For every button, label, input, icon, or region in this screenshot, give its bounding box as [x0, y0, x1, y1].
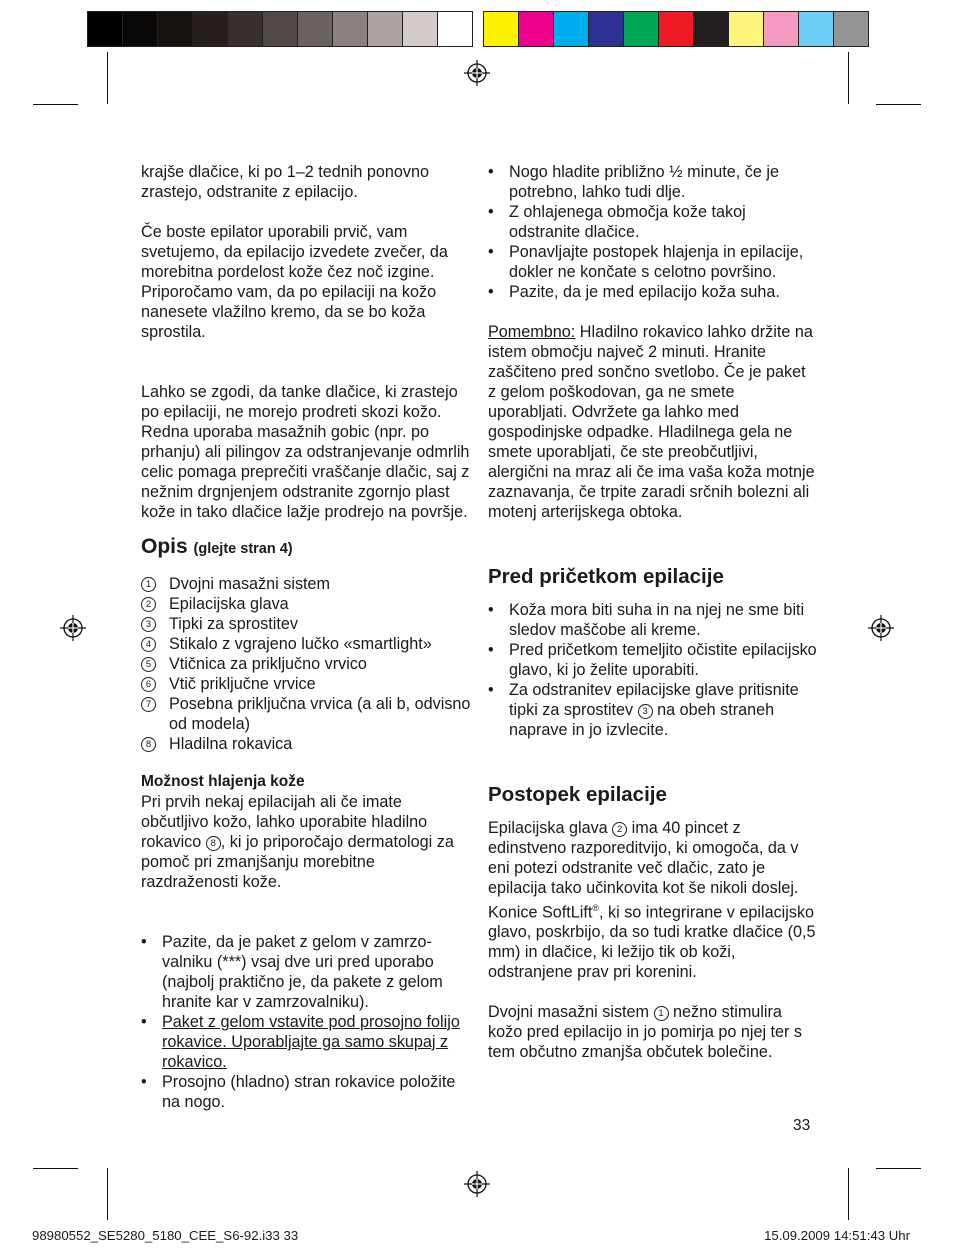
part-label: Vtič priključne vrvice: [169, 675, 316, 693]
part-number-badge: 4: [141, 637, 156, 652]
color-swatch: [834, 11, 869, 47]
section-heading-before: Pred pričetkom epilacije: [488, 565, 724, 588]
part-list-item: [141, 694, 471, 734]
gray-swatch: [158, 11, 193, 47]
crop-mark: [848, 52, 849, 104]
list-item: • Koža mora biti suha in na njej ne sme biti sledov maščobe ali kreme.: [488, 600, 818, 640]
paragraph: Epilacijska glava 2 ima 40 pincet z edinstveno razporeditvijo, ki omogoča, da v eni potezi odstranite več dlačic, zato je epilacija tako učinkovita kot še nikoli doslej. Konice SoftLift®, ki so integrirane v epilacijsko glavo, poskrbijo, da so tudi kratke dlačice (0,5 mm) in dlačice, ki ležijo tik ob koži, odstranjene prav pri korenini.: [488, 819, 816, 982]
color-calibration-bar: [483, 11, 869, 47]
part-label: Posebna priključna vrvica (a ali b, odvisno od modela): [169, 695, 471, 733]
paragraph: Lahko se zgodi, da tanke dlačice, ki zrastejo po epilaciji, ne morejo prodreti skozi kožo. Redna uporaba masažnih gobic (npr. po prhanju) ali pilingov za odstranjevanje odmrlih celic pomaga preprečiti vraščanje dlačic, saj z nežnim drgnjenjem odstranite zgornjo plast kože in tako dlačice lažje prodrejo na površje.: [141, 383, 470, 521]
part-list-item: [141, 654, 471, 674]
gray-swatch: [123, 11, 158, 47]
list-item: • Za odstranitev epilacijske glave pritisnite tipki za sprostitev 3 na obeh straneh naprave in jo izvlecite.: [488, 680, 818, 740]
before-list: [488, 600, 818, 740]
crop-mark: [107, 52, 108, 104]
registration-mark-icon: [464, 1171, 490, 1197]
section-heading-opis: [141, 534, 471, 562]
gray-swatch: [298, 11, 333, 47]
important-label: Pomembno:: [488, 323, 576, 341]
color-swatch: [589, 11, 624, 47]
section-heading-procedure: Postopek epilacije: [488, 783, 667, 806]
paragraph: Če boste epilator uporabili prvič, vam svetujemo, da epilacijo izvedete zvečer, da morebitna pordelost kože čez noč izgine. Priporočamo vam, da po epilaciji na kožo nanesete vlažilno kremo, da se bo koža sprostila.: [141, 223, 448, 341]
page-number: 33: [793, 1117, 811, 1134]
gray-calibration-bar: [87, 11, 473, 47]
footer-file-info: 98980552_SE5280_5180_CEE_S6-92.i33 33: [32, 1228, 299, 1243]
paragraph: Dvojni masažni sistem 1 nežno stimulira kožo pred epilacijo in jo pomirja po njej ter s tem občutno zmanjša občutek bolečine.: [488, 1003, 803, 1062]
part-label: Vtičnica za priključno vrvico: [169, 655, 367, 673]
registration-mark-icon: [868, 615, 894, 641]
part-label: Dvojni masažni sistem: [169, 575, 331, 593]
part-number-badge: 8: [141, 737, 156, 752]
heading-text: Opis: [141, 535, 188, 558]
part-list-item: [141, 634, 471, 654]
registration-mark-icon: [60, 615, 86, 641]
list-item: • Ponavljajte postopek hlajenja in epilacije, dokler ne končate s celotno površino.: [488, 242, 818, 282]
crop-mark: [107, 1168, 108, 1220]
left-column: [141, 162, 471, 1112]
part-list-item: [141, 574, 471, 594]
part-label: Hladilna rokavica: [169, 735, 293, 753]
part-number-badge: 2: [612, 822, 627, 837]
part-number-badge: 3: [638, 704, 653, 719]
gray-swatch: [438, 11, 473, 47]
part-list-item: [141, 594, 471, 614]
part-number-badge: 1: [141, 577, 156, 592]
paragraph: krajše dlačice, ki po 1–2 tednih ponovno zrastejo, odstranite z epilacijo.: [141, 163, 429, 201]
cooling-bullet-list: [141, 932, 471, 1112]
list-item: • Pazite, da je paket z gelom v zamrzo-valniku (***) vsaj dve uri pred uporabo (najbolj praktično je, da pakete z gelom hranite kar v zamrzovalniku).: [141, 932, 471, 1012]
list-item: • Z ohlajenega območja kože takoj odstranite dlačice.: [488, 202, 818, 242]
color-swatch: [659, 11, 694, 47]
part-number-badge: 5: [141, 657, 156, 672]
gray-swatch: [403, 11, 438, 47]
color-swatch: [729, 11, 764, 47]
color-swatch: [764, 11, 799, 47]
part-list-item: [141, 614, 471, 634]
gray-swatch: [87, 11, 123, 47]
part-number-badge: 1: [654, 1006, 669, 1021]
footer-timestamp: 15.09.2009 14:51:43 Uhr: [764, 1228, 910, 1243]
color-swatch: [799, 11, 834, 47]
crop-mark: [876, 1168, 921, 1169]
color-swatch: [483, 11, 519, 47]
list-item: • Paket z gelom vstavite pod prosojno folijo rokavice. Uporabljajte ga samo skupaj z rokavico.: [141, 1012, 471, 1072]
part-label: Stikalo z vgrajeno lučko «smartlight»: [169, 635, 432, 653]
part-number-badge: 6: [141, 677, 156, 692]
part-number-badge: 3: [141, 617, 156, 632]
crop-mark: [33, 104, 78, 105]
parts-list: [141, 574, 471, 754]
color-swatch: [554, 11, 589, 47]
crop-mark: [848, 1168, 849, 1220]
part-number-badge: 2: [141, 597, 156, 612]
list-item: • Pred pričetkom temeljito očistite epilacijsko glavo, ki jo želite uporabiti.: [488, 640, 818, 680]
important-note: Pomembno: Hladilno rokavico lahko držite na istem območju največ 2 minuti. Hranite zaščiteno pred sončno svetlobo. Če je paket z gelom poškodovan, ga ne smete uporabljati. Odvržete ga lahko med gospodinjske odpadke. Hladilnega gela ne smete uporabljati, če ste preobčutljivi, alergični na mraz ali če ima vaša koža motnje zaznavanja, če trpite zaradi srčnih bolezni ali motenj arterijskega obtoka.: [488, 323, 815, 521]
gray-swatch: [368, 11, 403, 47]
registration-mark-icon: [464, 60, 490, 86]
color-swatch: [694, 11, 729, 47]
part-list-item: [141, 674, 471, 694]
crop-mark: [33, 1168, 78, 1169]
color-swatch: [519, 11, 554, 47]
subheading-cooling: Možnost hlajenja kože: [141, 773, 305, 790]
paragraph: Pri prvih nekaj epilacijah ali če imate občutljivo kožo, lahko uporabite hladilno rokavico 8 , ki jo priporočajo dermatologi za pomoč pri zmanjšanju morebitne razdraženosti kože.: [141, 793, 454, 891]
color-swatch: [624, 11, 659, 47]
part-number-badge: 8: [206, 836, 221, 851]
gray-swatch: [263, 11, 298, 47]
part-number-badge: 7: [141, 697, 156, 712]
crop-mark: [876, 104, 921, 105]
list-item: • Pazite, da je med epilacijo koža suha.: [488, 282, 818, 302]
part-label: Epilacijska glava: [169, 595, 289, 613]
cooling-steps-list: [488, 162, 818, 302]
right-column: [488, 162, 818, 1062]
gray-swatch: [333, 11, 368, 47]
gray-swatch: [228, 11, 263, 47]
part-label: Tipki za sprostitev: [169, 615, 298, 633]
gray-swatch: [193, 11, 228, 47]
heading-page-ref: (glejte stran 4): [193, 541, 293, 557]
list-item: • Prosojno (hladno) stran rokavice položite na nogo.: [141, 1072, 471, 1112]
list-item: • Nogo hladite približno ½ minute, če je potrebno, lahko tudi dlje.: [488, 162, 818, 202]
part-list-item: [141, 734, 471, 754]
